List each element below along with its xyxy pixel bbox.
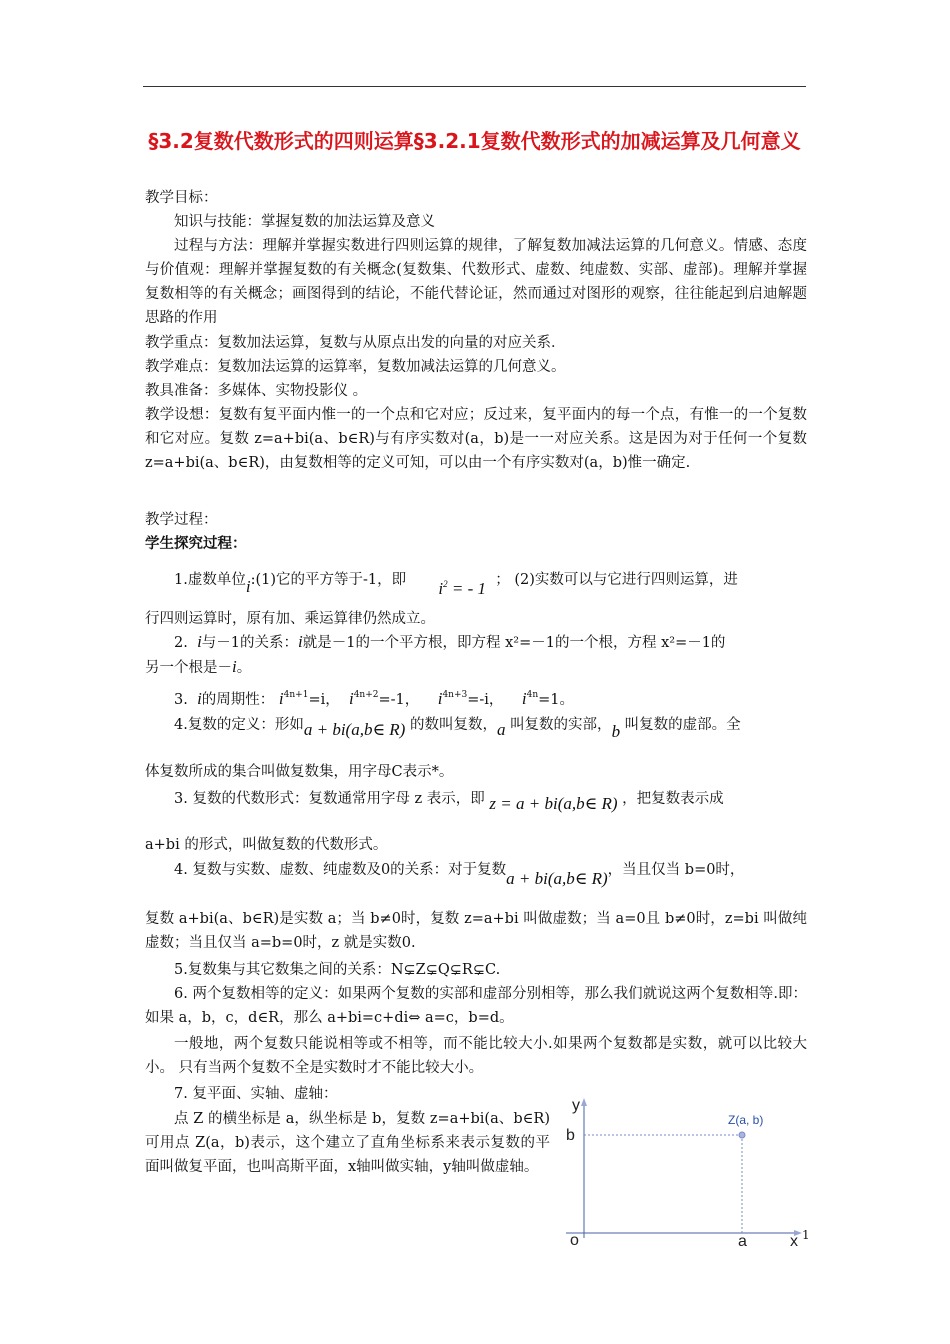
process-heading: 教学过程： (145, 512, 218, 528)
item1-continued: 行四则运算时，原有加、乘运算律仍然成立。 (145, 611, 435, 627)
teaching-idea: 教学设想：复数有复平面内惟一的一个点和它对应；反过来，复平面内的每一个点，有惟一的一个复数和它对应。复数 z=a+bi(a、b∈R)与有序实数对(a，b)是一一对应关系。这是因为对于任何一个复数 z=a+bi(a、b∈R)，由复数相等的定义可知，可以由一个有序实数对(a，b)惟一确定. (145, 407, 807, 471)
item-periodicity: 3. i的周期性： $i^{4n+1}=i$， $i^{4n+2}=-1$， $i^{4n+3}=-i$， $i^{4n}=1$。 (174, 689, 574, 708)
objectives-heading: 教学目标： (145, 190, 218, 206)
item4-continued: 体复数所成的集合叫做复数集，用字母C表示*。 (145, 764, 454, 780)
item1-label: 1.虚数单位 (174, 572, 246, 588)
item-equality: 6. 两个复数相等的定义：如果两个复数的实部和虚部分别相等，那么我们就说这两个复数相等.即：如果 a，b，c，d∈R，那么 a+bi=c+di⇔ a=c，b=d。 (145, 986, 807, 1026)
origin-label: o (570, 1232, 579, 1249)
b-label: b (566, 1127, 575, 1144)
item-complex-plane: 7. 复平面、实轴、虚轴： (174, 1086, 338, 1102)
item-imaginary-unit (145, 562, 807, 598)
point-z (739, 1132, 745, 1138)
explore-heading: 学生探究过程： (145, 536, 247, 552)
item-algebraic-form: 3. 复数的代数形式：复数通常用字母 z 表示，即 z = a + bi(a,b∈ R) ，把复数表示成 (174, 791, 724, 813)
math-complex-form: a + bi(a,b∈ R) (303, 720, 406, 739)
page-number: 1 (802, 1228, 810, 1242)
y-label: y (572, 1097, 580, 1114)
item-coordinates: 点 Z 的横坐标是 a，纵坐标是 b，复数 z=a+bi(a、b∈R)可用点 Z(a，b)表示，这个建立了直角坐标系来表示复数的平面叫做复平面，也叫高斯平面，x轴叫做实轴，y轴叫做虚轴。 (145, 1111, 550, 1175)
point-label: Z(a, b) (728, 1113, 764, 1127)
item5-continued: a+bi 的形式，叫做复数的代数形式。 (145, 837, 388, 853)
knowledge-skill: 知识与技能：掌握复数的加法运算及意义 (174, 214, 435, 230)
key-points: 教学重点：复数加法运算，复数与从原点出发的向量的对应关系． (145, 335, 566, 351)
math-i: i (245, 577, 251, 596)
teaching-tools: 教具准备：多媒体、实物投影仪 。 (145, 383, 368, 399)
a-label: a (738, 1233, 747, 1250)
difficulties: 教学难点：复数加法运算的运算率，复数加减法运算的几何意义。 (145, 359, 566, 375)
page-title: §3.2复数代数形式的四则运算§3.2.1复数代数形式的加减运算及几何意义 (148, 129, 801, 153)
item-definition: 4.复数的定义：形如a + bi(a,b∈ R) 的数叫复数，a 叫复数的实部，b 叫复数的虚部。全 (174, 717, 741, 741)
item-comparison: 一般地，两个复数只能说相等或不相等，而不能比较大小.如果两个复数都是实数，就可以比较大小。 只有当两个复数不全是实数时才不能比较大小。 (145, 1036, 807, 1076)
math-i: i (197, 632, 202, 651)
math-i-squared: $i^2$ = - 1 (438, 579, 487, 598)
complex-plane-figure (560, 1088, 810, 1258)
x-label: x (790, 1233, 798, 1250)
y-arrow (581, 1098, 587, 1106)
item6-continued: 复数 a+bi(a、b∈R)是实数 a；当 b≠0时，复数 z=a+bi 叫做虚数；当 a=0且 b≠0时，z=bi 叫做纯虚数；当且仅当 a=b=0时，z 就是实数0. (145, 911, 807, 951)
item-number-sets: 5.复数集与其它数集之间的关系：N⊊Z⊊Q⊊R⊊C. (174, 962, 501, 978)
math-i: i (232, 657, 237, 676)
process-method: 过程与方法：理解并掌握实数进行四则运算的规律，了解复数加减法运算的几何意义。情感、态度与价值观：理解并掌握复数的有关概念(复数集、代数形式、虚数、纯虚数、实部、虚部)。理解并掌握复数相等的有关概念；画图得到的结论，不能代替论证，然而通过对图形的观察，往往能起到启迪解题思路的作用 (145, 238, 807, 326)
item1-text2: ； (2)实数可以与它进行四则运算，进 (495, 572, 738, 588)
math-z-form: z = a + bi(a,b∈ R) (489, 794, 618, 813)
header-rule (143, 86, 806, 87)
item2-continued: 另一个根是－i。 (145, 657, 252, 676)
item-relation: 2. i与－1的关系：i就是－1的一个平方根，即方程 x²=－1的一个根，方程 x²=－1的 (174, 632, 726, 651)
item1-text: :(1)它的平方等于-1，即 (250, 572, 407, 588)
math-i: i (298, 632, 303, 651)
item-relation-real: 4. 复数与实数、虚数、纯虚数及0的关系：对于复数a + bi(a,b∈ R)，当且仅当 b=0时， (174, 862, 745, 888)
